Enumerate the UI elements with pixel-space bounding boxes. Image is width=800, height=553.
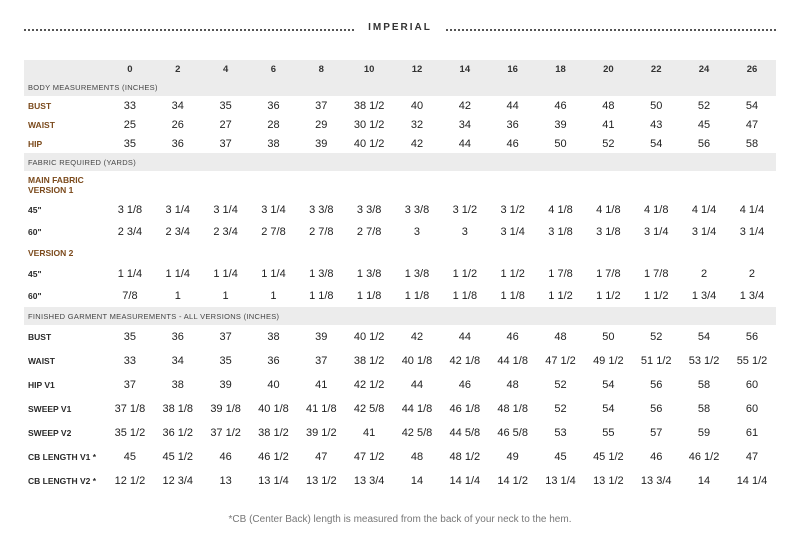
finished-row-5-value: 45 1/2 bbox=[162, 451, 194, 463]
body-row-hip-value: 46 bbox=[506, 137, 519, 150]
v2-fabric-row-1-value: 1 1/8 bbox=[452, 290, 478, 302]
finished-row-6-value: 12 3/4 bbox=[162, 475, 194, 487]
v1-fabric-row-1 bbox=[24, 221, 776, 243]
finished-row-1-value: 53 1/2 bbox=[688, 355, 720, 367]
fabric-required-heading: FABRIC REQUIRED (YARDS) bbox=[24, 153, 776, 171]
size-2-header: 2 bbox=[175, 63, 181, 75]
finished-row-4-value: 37 1/2 bbox=[210, 427, 241, 439]
finished-row-3-value: 46 1/8 bbox=[449, 403, 481, 415]
v2-fabric-row-0-value: 1 7/8 bbox=[596, 268, 621, 280]
finished-row-4-value: 39 1/2 bbox=[306, 427, 337, 439]
body-row-bust-value: 52 bbox=[697, 99, 711, 112]
size-table bbox=[24, 60, 776, 493]
v2-fabric-row-0-value: 1 1/4 bbox=[261, 268, 286, 280]
v1-fabric-row-1-value: 3 bbox=[461, 226, 468, 238]
size-0-header: 0 bbox=[127, 63, 133, 75]
v2-fabric-row-0-value: 1 1/4 bbox=[165, 268, 190, 280]
v1-fabric-row-0-value: 4 1/8 bbox=[596, 204, 621, 216]
finished-row-4-value: 36 1/2 bbox=[162, 427, 194, 439]
finished-row-3-value: 37 1/8 bbox=[114, 403, 146, 415]
body-row-bust-value: 37 bbox=[315, 99, 328, 112]
finished-row-2-value: 54 bbox=[602, 379, 615, 391]
body-row-waist-value: 30 1/2 bbox=[353, 118, 385, 131]
v1-fabric-row-1-value: 2 7/8 bbox=[356, 226, 382, 238]
body-row-waist-value: 41 bbox=[602, 118, 615, 131]
v1-fabric-row-1-value: 2 7/8 bbox=[261, 226, 286, 238]
finished-row-0-value: 44 bbox=[458, 331, 471, 343]
body-row-waist-value: 45 bbox=[697, 118, 711, 131]
finished-row-0-value: 50 bbox=[602, 331, 615, 343]
v2-fabric-row-1-value: 1 3/4 bbox=[739, 290, 765, 302]
finished-row-2-value: 48 bbox=[506, 379, 519, 391]
body-row-bust-value: 38 1/2 bbox=[353, 99, 385, 112]
finished-row-2-value: 37 bbox=[123, 379, 137, 391]
body-row-hip-value: 40 1/2 bbox=[353, 137, 385, 150]
size-header-row bbox=[24, 60, 776, 78]
body-row-hip bbox=[24, 134, 776, 153]
v2-fabric-row-1-value: 1 1/2 bbox=[548, 290, 573, 302]
finished-row-5-value: 46 1/2 bbox=[688, 451, 720, 463]
finished-row-3-value: 38 1/8 bbox=[162, 403, 194, 415]
body-row-hip-value: 58 bbox=[745, 137, 759, 150]
finished-row-3-value: 48 1/8 bbox=[497, 403, 528, 415]
finished-garment-band bbox=[24, 307, 776, 325]
finished-row-2-value: 60 bbox=[745, 379, 759, 391]
v1-fabric-row-0-value: 3 1/4 bbox=[165, 204, 190, 216]
finished-row-2-value: 42 1/2 bbox=[353, 379, 385, 391]
footnote: *CB (Center Back) length is measured from the back of your neck to the hem. bbox=[228, 514, 572, 525]
finished-row-2-value: 41 bbox=[315, 379, 328, 391]
body-row-waist-label: WAIST bbox=[28, 119, 55, 130]
finished-row-5-value: 48 1/2 bbox=[449, 451, 481, 463]
main-fabric-label-row bbox=[24, 171, 776, 199]
finished-row-6-value: 13 3/4 bbox=[353, 475, 385, 487]
finished-row-1-value: 36 bbox=[267, 355, 280, 367]
v1-fabric-row-0-value: 3 1/2 bbox=[500, 204, 525, 216]
finished-row-1-value: 33 bbox=[123, 355, 137, 367]
finished-row-2-value: 44 bbox=[410, 379, 424, 391]
v1-fabric-row-1-value: 3 1/4 bbox=[500, 226, 525, 238]
v1-fabric-row-1-value: 2 7/8 bbox=[309, 226, 334, 238]
body-row-bust bbox=[24, 96, 776, 115]
finished-row-5-value: 46 bbox=[219, 451, 232, 463]
finished-row-2-value: 58 bbox=[697, 379, 711, 391]
v2-fabric-row-0-value: 1 3/8 bbox=[309, 268, 334, 280]
finished-row-3-value: 41 1/8 bbox=[306, 403, 337, 415]
finished-row-3-value: 52 bbox=[554, 403, 567, 415]
finished-row-0-value: 38 bbox=[267, 331, 280, 343]
v2-fabric-row-1-value: 1 bbox=[270, 290, 277, 302]
finished-row-6-value: 13 bbox=[219, 475, 232, 487]
finished-row-1-value: 42 1/8 bbox=[449, 355, 481, 367]
finished-row-0-value: 48 bbox=[554, 331, 567, 343]
v1-fabric-row-0-value: 3 1/4 bbox=[261, 204, 286, 216]
body-row-waist-value: 29 bbox=[315, 118, 328, 131]
v1-fabric-row-0-value: 3 3/8 bbox=[404, 204, 430, 216]
v1-fabric-row-0-value: 3 1/8 bbox=[117, 204, 143, 216]
v2-fabric-row-0-value: 1 7/8 bbox=[548, 268, 573, 280]
finished-row-3-value: 58 bbox=[697, 403, 711, 415]
finished-row-1-label: WAIST bbox=[28, 356, 55, 366]
finished-row-5-value: 45 1/2 bbox=[593, 451, 624, 463]
finished-row-4-value: 41 bbox=[363, 427, 376, 439]
finished-row-5 bbox=[24, 445, 776, 469]
body-row-hip-value: 50 bbox=[554, 137, 567, 150]
finished-row-2 bbox=[24, 373, 776, 397]
finished-row-5-value: 47 bbox=[315, 451, 328, 463]
v1-fabric-row-1-label: 60" bbox=[28, 227, 42, 237]
body-row-bust-value: 42 bbox=[458, 99, 471, 112]
v1-fabric-row-1-value: 3 1/4 bbox=[643, 226, 669, 238]
body-row-waist-value: 25 bbox=[123, 118, 137, 131]
finished-row-6-value: 12 1/2 bbox=[114, 475, 146, 487]
v2-fabric-row-1-value: 1 bbox=[222, 290, 229, 302]
finished-row-3-label: SWEEP V1 bbox=[28, 404, 72, 414]
version-2-label: VERSION 2 bbox=[28, 248, 74, 258]
finished-row-6-value: 13 1/4 bbox=[545, 475, 576, 487]
finished-row-4-value: 42 5/8 bbox=[401, 427, 433, 439]
finished-row-5-value: 45 bbox=[554, 451, 567, 463]
size-header-blank bbox=[24, 60, 106, 78]
finished-row-1-value: 49 1/2 bbox=[593, 355, 624, 367]
finished-row-6-label: CB LENGTH V2 * bbox=[28, 476, 97, 486]
finished-row-1-value: 55 1/2 bbox=[736, 355, 768, 367]
finished-row-3-value: 40 1/8 bbox=[258, 403, 289, 415]
finished-row-3-value: 44 1/8 bbox=[401, 403, 433, 415]
finished-row-2-value: 40 bbox=[267, 379, 280, 391]
finished-row-6 bbox=[24, 469, 776, 493]
finished-row-4-value: 38 1/2 bbox=[258, 427, 289, 439]
finished-row-0-value: 36 bbox=[171, 331, 184, 343]
v2-fabric-row-1-value: 1 1/8 bbox=[404, 290, 430, 302]
v2-fabric-row-1-value: 1 1/8 bbox=[356, 290, 382, 302]
finished-row-1-value: 44 1/8 bbox=[497, 355, 528, 367]
body-row-waist-value: 28 bbox=[267, 118, 280, 131]
finished-row-0-value: 56 bbox=[745, 331, 759, 343]
size-6-header: 6 bbox=[270, 63, 277, 75]
finished-row-2-label: HIP V1 bbox=[28, 380, 55, 390]
body-row-waist-value: 39 bbox=[554, 118, 567, 131]
finished-row-2-value: 39 bbox=[219, 379, 232, 391]
body-row-hip-value: 56 bbox=[697, 137, 711, 150]
finished-row-6-value: 14 1/2 bbox=[497, 475, 528, 487]
finished-row-5-value: 47 bbox=[745, 451, 759, 463]
body-row-hip-value: 37 bbox=[219, 137, 232, 150]
finished-row-1-value: 47 1/2 bbox=[545, 355, 576, 367]
v1-fabric-row-0 bbox=[24, 199, 776, 221]
finished-row-2-value: 52 bbox=[554, 379, 567, 391]
body-row-hip-value: 35 bbox=[123, 137, 137, 150]
finished-row-6-value: 13 3/4 bbox=[640, 475, 672, 487]
chart-header bbox=[24, 20, 776, 40]
v2-fabric-row-0-value: 1 7/8 bbox=[643, 268, 669, 280]
body-row-waist-value: 32 bbox=[410, 118, 424, 131]
v2-fabric-row-0-value: 1 1/2 bbox=[452, 268, 478, 280]
v1-fabric-row-0-label: 45" bbox=[28, 205, 42, 215]
v1-fabric-row-0-value: 3 3/8 bbox=[356, 204, 382, 216]
finished-row-0-value: 39 bbox=[315, 331, 328, 343]
finished-row-6-value: 14 bbox=[697, 475, 711, 487]
body-row-waist-value: 34 bbox=[458, 118, 471, 131]
v2-fabric-row-0-value: 2 bbox=[700, 268, 708, 280]
finished-row-0-value: 42 bbox=[410, 331, 424, 343]
v2-fabric-row-1-value: 1 1/8 bbox=[309, 290, 334, 302]
finished-garment-heading: FINISHED GARMENT MEASUREMENTS - ALL VERSIONS (INCHES) bbox=[24, 307, 776, 325]
body-row-bust-value: 46 bbox=[554, 99, 567, 112]
finished-row-3-value: 54 bbox=[602, 403, 615, 415]
finished-row-1-value: 35 bbox=[219, 355, 232, 367]
size-20-header: 20 bbox=[603, 63, 614, 75]
size-24-header: 24 bbox=[698, 63, 710, 75]
finished-row-2-value: 46 bbox=[458, 379, 471, 391]
finished-row-3-value: 60 bbox=[745, 403, 759, 415]
v1-fabric-row-0-value: 3 1/4 bbox=[213, 204, 238, 216]
v2-fabric-row-1 bbox=[24, 285, 776, 307]
finished-row-0-value: 54 bbox=[697, 331, 711, 343]
v2-fabric-row-0 bbox=[24, 263, 776, 285]
body-row-waist-value: 47 bbox=[745, 118, 759, 131]
finished-row-4-value: 59 bbox=[697, 427, 711, 439]
v2-fabric-row-1-value: 1 3/4 bbox=[691, 290, 717, 302]
body-row-hip-value: 44 bbox=[458, 137, 471, 150]
finished-row-4-value: 35 1/2 bbox=[114, 427, 146, 439]
body-row-bust-value: 36 bbox=[267, 99, 280, 112]
body-row-waist-value: 36 bbox=[506, 118, 519, 131]
finished-row-2-value: 38 bbox=[171, 379, 184, 391]
v2-fabric-row-0-value: 1 1/2 bbox=[500, 268, 525, 280]
body-row-waist bbox=[24, 115, 776, 134]
finished-row-6-value: 13 1/4 bbox=[258, 475, 289, 487]
finished-row-4-value: 57 bbox=[650, 427, 663, 439]
v1-fabric-row-0-value: 4 1/8 bbox=[548, 204, 573, 216]
main-fabric-line-1: MAIN FABRIC bbox=[28, 175, 84, 185]
body-row-waist-value: 27 bbox=[219, 118, 232, 131]
finished-row-1-value: 37 bbox=[315, 355, 328, 367]
body-row-bust-value: 40 bbox=[410, 99, 424, 112]
v2-fabric-row-0-value: 1 1/4 bbox=[213, 268, 238, 280]
fabric-required-band bbox=[24, 153, 776, 171]
v1-fabric-row-0-value: 4 1/4 bbox=[739, 204, 765, 216]
finished-row-0-value: 52 bbox=[650, 331, 663, 343]
size-22-header: 22 bbox=[650, 63, 662, 75]
finished-row-5-value: 47 1/2 bbox=[353, 451, 385, 463]
v1-fabric-row-1-value: 3 1/4 bbox=[691, 226, 717, 238]
finished-row-4 bbox=[24, 421, 776, 445]
finished-row-3-value: 42 5/8 bbox=[353, 403, 385, 415]
v2-fabric-row-1-label: 60" bbox=[28, 291, 42, 301]
body-row-bust-value: 44 bbox=[506, 99, 519, 112]
finished-row-5-value: 45 bbox=[123, 451, 137, 463]
finished-row-5-value: 49 bbox=[506, 451, 519, 463]
finished-row-1 bbox=[24, 349, 776, 373]
finished-row-6-value: 13 1/2 bbox=[306, 475, 337, 487]
finished-row-2-value: 56 bbox=[650, 379, 663, 391]
size-14-header: 14 bbox=[459, 63, 471, 75]
body-row-hip-value: 42 bbox=[410, 137, 424, 150]
body-measurements-heading: BODY MEASUREMENTS (INCHES) bbox=[24, 78, 776, 96]
body-row-bust-value: 54 bbox=[745, 99, 759, 112]
version-2-label-row bbox=[24, 243, 776, 263]
finished-row-1-value: 38 1/2 bbox=[353, 355, 385, 367]
size-18-header: 18 bbox=[555, 63, 566, 75]
body-row-hip-value: 36 bbox=[171, 137, 184, 150]
body-row-hip-value: 52 bbox=[602, 137, 615, 150]
v2-fabric-row-0-label: 45" bbox=[28, 269, 42, 279]
finished-row-0-label: BUST bbox=[28, 332, 52, 342]
finished-row-3-value: 56 bbox=[650, 403, 663, 415]
v2-fabric-row-1-value: 1 1/2 bbox=[596, 290, 621, 302]
v2-fabric-row-1-value: 7/8 bbox=[122, 290, 138, 302]
finished-row-1-value: 40 1/8 bbox=[401, 355, 433, 367]
size-12-header: 12 bbox=[411, 63, 423, 75]
main-fabric-line-2: VERSION 1 bbox=[28, 185, 74, 195]
body-row-hip-value: 54 bbox=[650, 137, 663, 150]
finished-row-4-value: 61 bbox=[745, 427, 759, 439]
v1-fabric-row-1-value: 3 1/4 bbox=[739, 226, 765, 238]
body-row-bust-value: 48 bbox=[602, 99, 615, 112]
v2-fabric-row-0-value: 1 3/8 bbox=[356, 268, 382, 280]
body-measurements-band bbox=[24, 78, 776, 96]
dotted-rule-right bbox=[446, 29, 776, 31]
v2-fabric-row-1-value: 1 1/8 bbox=[500, 290, 525, 302]
finished-row-6-value: 14 bbox=[410, 475, 424, 487]
finished-row-5-value: 46 bbox=[650, 451, 663, 463]
v1-fabric-row-0-value: 3 3/8 bbox=[309, 204, 334, 216]
v1-fabric-row-0-value: 4 1/8 bbox=[643, 204, 669, 216]
finished-row-6-value: 14 1/4 bbox=[736, 475, 768, 487]
finished-row-4-value: 53 bbox=[554, 427, 567, 439]
v1-fabric-row-1-value: 3 1/8 bbox=[596, 226, 621, 238]
finished-row-5-value: 48 bbox=[410, 451, 424, 463]
body-row-bust-value: 50 bbox=[650, 99, 663, 112]
body-row-bust-label: BUST bbox=[28, 100, 52, 111]
page-title: IMPERIAL bbox=[368, 22, 432, 33]
finished-row-5-label: CB LENGTH V1 * bbox=[28, 452, 97, 462]
body-row-bust-value: 35 bbox=[219, 99, 232, 112]
size-10-header: 10 bbox=[363, 63, 375, 75]
finished-row-0-value: 37 bbox=[219, 331, 232, 343]
finished-row-0-value: 40 1/2 bbox=[353, 331, 385, 343]
body-row-hip-value: 39 bbox=[315, 137, 328, 150]
v2-fabric-row-1-value: 1 bbox=[174, 290, 181, 302]
v1-fabric-row-0-value: 3 1/2 bbox=[452, 204, 478, 216]
body-row-waist-value: 43 bbox=[650, 118, 663, 131]
finished-row-0-value: 46 bbox=[506, 331, 519, 343]
size-4-header: 4 bbox=[222, 63, 229, 75]
v2-fabric-row-0-value: 1 3/8 bbox=[404, 268, 430, 280]
finished-row-5-value: 46 1/2 bbox=[258, 451, 289, 463]
size-8-header: 8 bbox=[318, 63, 324, 75]
v1-fabric-row-1-value: 3 1/8 bbox=[548, 226, 573, 238]
v1-fabric-row-1-value: 2 3/4 bbox=[117, 226, 143, 238]
finished-row-3 bbox=[24, 397, 776, 421]
body-row-bust-value: 34 bbox=[171, 99, 184, 112]
size-16-header: 16 bbox=[507, 63, 518, 75]
finished-row-0-value: 35 bbox=[123, 331, 137, 343]
finished-row-3-value: 39 1/8 bbox=[210, 403, 241, 415]
finished-row-0 bbox=[24, 325, 776, 349]
v1-fabric-row-1-value: 3 bbox=[413, 226, 421, 238]
v2-fabric-row-0-value: 2 bbox=[748, 268, 756, 280]
v1-fabric-row-1-value: 2 3/4 bbox=[165, 226, 190, 238]
finished-row-6-value: 13 1/2 bbox=[593, 475, 624, 487]
main-fabric-label bbox=[24, 171, 776, 199]
v1-fabric-row-0-value: 4 1/4 bbox=[691, 204, 717, 216]
finished-row-4-value: 44 5/8 bbox=[449, 427, 481, 439]
body-row-hip-label: HIP bbox=[28, 138, 43, 149]
finished-row-1-value: 51 1/2 bbox=[640, 355, 672, 367]
finished-row-6-value: 14 1/4 bbox=[449, 475, 481, 487]
size-26-header: 26 bbox=[746, 63, 758, 75]
body-row-waist-value: 26 bbox=[171, 118, 184, 131]
body-row-hip-value: 38 bbox=[267, 137, 280, 150]
finished-row-4-value: 55 bbox=[602, 427, 615, 439]
v2-fabric-row-1-value: 1 1/2 bbox=[643, 290, 669, 302]
body-row-bust-value: 33 bbox=[123, 99, 137, 112]
finished-row-4-label: SWEEP V2 bbox=[28, 428, 72, 438]
finished-row-4-value: 46 5/8 bbox=[497, 427, 528, 439]
finished-row-1-value: 34 bbox=[171, 355, 184, 367]
v2-fabric-row-0-value: 1 1/4 bbox=[117, 268, 143, 280]
v1-fabric-row-1-value: 2 3/4 bbox=[213, 226, 238, 238]
